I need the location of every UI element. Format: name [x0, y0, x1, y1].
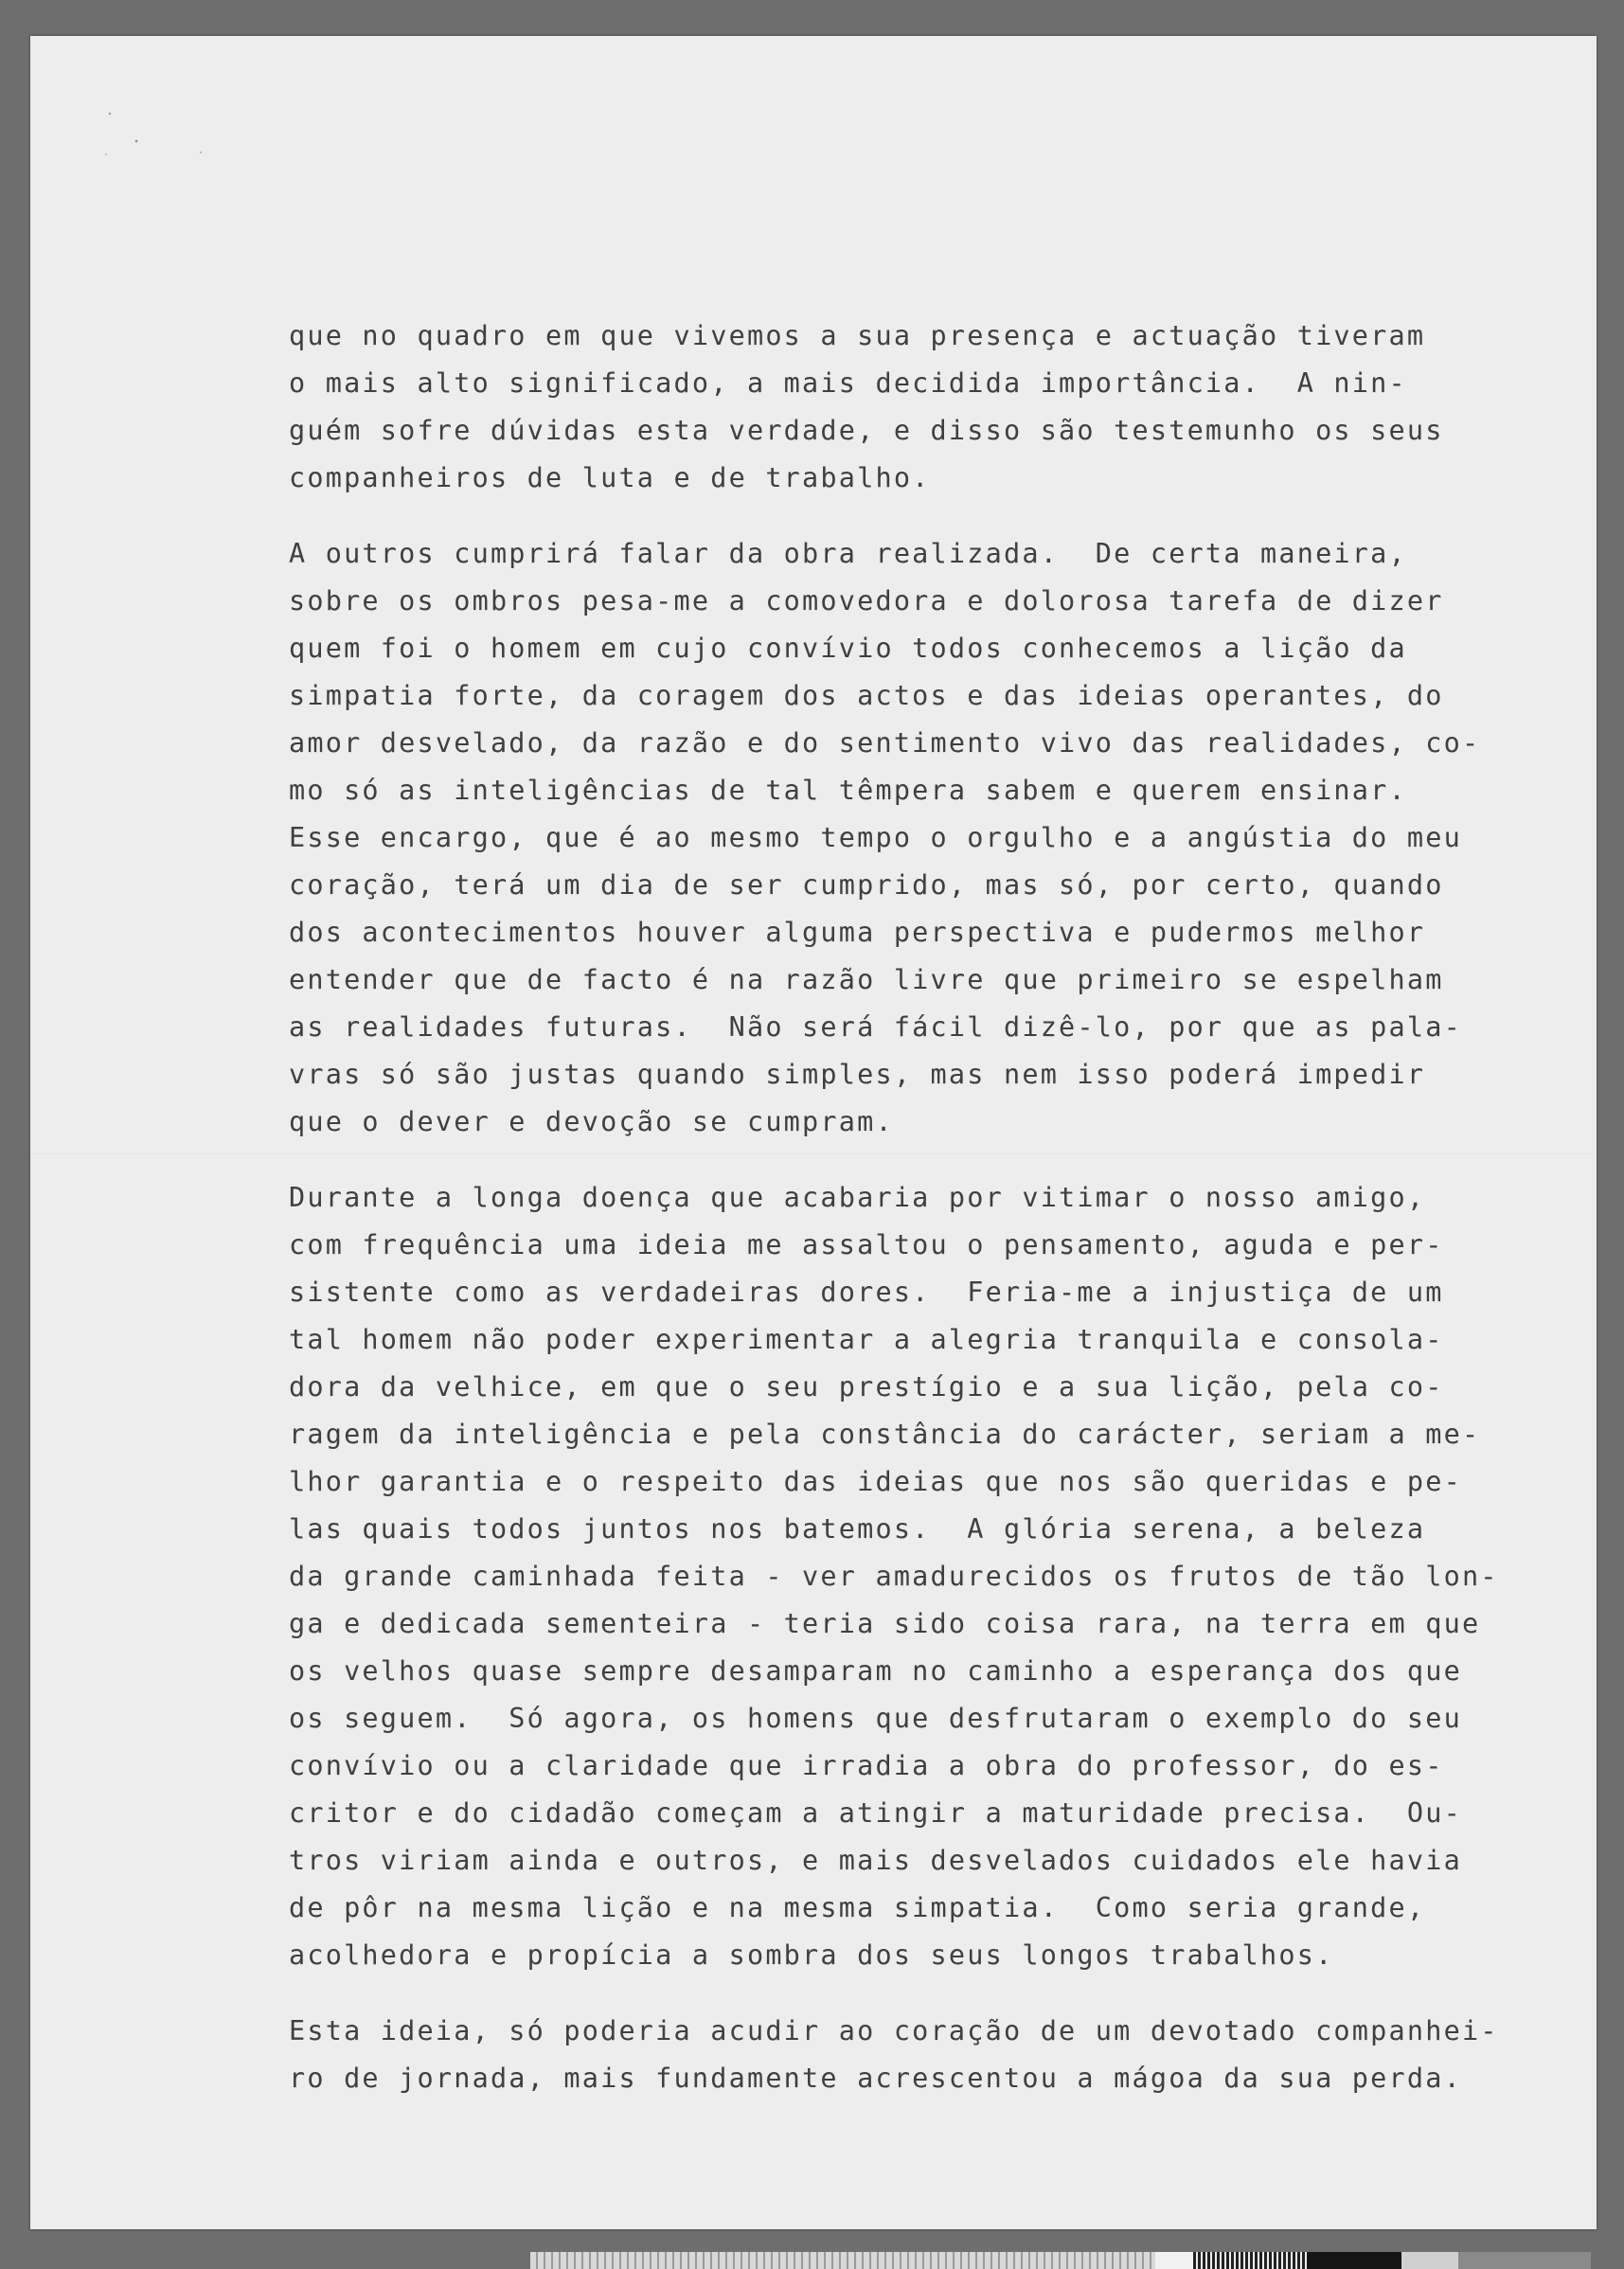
- text-line: Esta ideia, só poderia acudir ao coração de um devotado companhei-: [289, 2015, 1499, 2046]
- text-line: com frequência uma ideia me assaltou o pensamento, aguda e per-: [289, 1229, 1444, 1260]
- text-line: as realidades futuras. Não será fácil dizê-lo, por que as pala-: [289, 1011, 1462, 1043]
- paper-specks: [68, 74, 220, 169]
- text-line: Durante a longa doença que acabaria por vitimar o nosso amigo,: [289, 1182, 1426, 1213]
- text-line: quem foi o homem em cujo convívio todos conhecemos a lição da: [289, 633, 1407, 664]
- document-page: [30, 36, 1597, 2229]
- text-line: sobre os ombros pesa-me a comovedora e dolorosa tarefa de dizer: [289, 585, 1444, 616]
- text-line: que no quadro em que vivemos a sua presença e actuação tiveram: [289, 320, 1426, 351]
- text-line: tros viriam ainda e outros, e mais desvelados cuidados ele havia: [289, 1845, 1462, 1876]
- text-line: da grande caminhada feita - ver amadurecidos os frutos de tão lon-: [289, 1561, 1499, 1592]
- paragraph-4: [289, 2008, 1596, 2102]
- text-line: mo só as inteligências de tal têmpera sabem e querem ensinar.: [289, 775, 1407, 806]
- text-line: de pôr na mesma lição e na mesma simpatia. Como seria grande,: [289, 1892, 1426, 1923]
- text-line: vras só são justas quando simples, mas nem isso poderá impedir: [289, 1059, 1426, 1090]
- text-line: lhor garantia e o respeito das ideias que nos são queridas e pe-: [289, 1466, 1462, 1497]
- text-line: coração, terá um dia de ser cumprido, mas só, por certo, quando: [289, 869, 1444, 901]
- text-line: critor e do cidadão começam a atingir a maturidade precisa. Ou-: [289, 1797, 1462, 1829]
- text-line: entender que de facto é na razão livre que primeiro se espelham: [289, 964, 1444, 995]
- text-line: dos acontecimentos houver alguma perspectiva e pudermos melhor: [289, 917, 1426, 948]
- text-line: simpatia forte, da coragem dos actos e das ideias operantes, do: [289, 680, 1444, 711]
- text-line: o mais alto significado, a mais decidida importância. A nin-: [289, 367, 1407, 399]
- paragraph-1: [289, 313, 1596, 502]
- text-line: ga e dedicada sementeira - teria sido coisa rara, na terra em que: [289, 1608, 1481, 1639]
- text-line: acolhedora e propícia a sombra dos seus longos trabalhos.: [289, 1939, 1334, 1971]
- scan-calibration-strip: [530, 2252, 1591, 2269]
- text-line: que o dever e devoção se cumpram.: [289, 1106, 894, 1137]
- text-line: ro de jornada, mais fundamente acrescentou a mágoa da sua perda.: [289, 2063, 1462, 2094]
- text-line: guém sofre dúvidas esta verdade, e disso são testemunho os seus: [289, 415, 1444, 446]
- text-line: os velhos quase sempre desamparam no caminho a esperança dos que: [289, 1655, 1462, 1687]
- text-line: las quais todos juntos nos batemos. A glória serena, a beleza: [289, 1513, 1426, 1545]
- text-line: ragem da inteligência e pela constância do carácter, seriam a me-: [289, 1419, 1481, 1450]
- document-body: [289, 313, 1596, 2131]
- paragraph-2: [289, 530, 1596, 1146]
- text-line: sistente como as verdadeiras dores. Feria-me a injustiça de um: [289, 1277, 1444, 1308]
- text-line: A outros cumprirá falar da obra realizada. De certa maneira,: [289, 538, 1407, 569]
- text-line: convívio ou a claridade que irradia a obra do professor, do es-: [289, 1750, 1444, 1781]
- text-line: amor desvelado, da razão e do sentimento vivo das realidades, co-: [289, 727, 1481, 759]
- paragraph-3: [289, 1174, 1596, 1979]
- text-line: dora da velhice, em que o seu prestígio e a sua lição, pela co-: [289, 1371, 1444, 1402]
- text-line: Esse encargo, que é ao mesmo tempo o orgulho e a angústia do meu: [289, 822, 1462, 853]
- text-line: companheiros de luta e de trabalho.: [289, 462, 931, 493]
- text-line: os seguem. Só agora, os homens que desfrutaram o exemplo do seu: [289, 1703, 1462, 1734]
- text-line: tal homem não poder experimentar a alegria tranquila e consola-: [289, 1324, 1444, 1355]
